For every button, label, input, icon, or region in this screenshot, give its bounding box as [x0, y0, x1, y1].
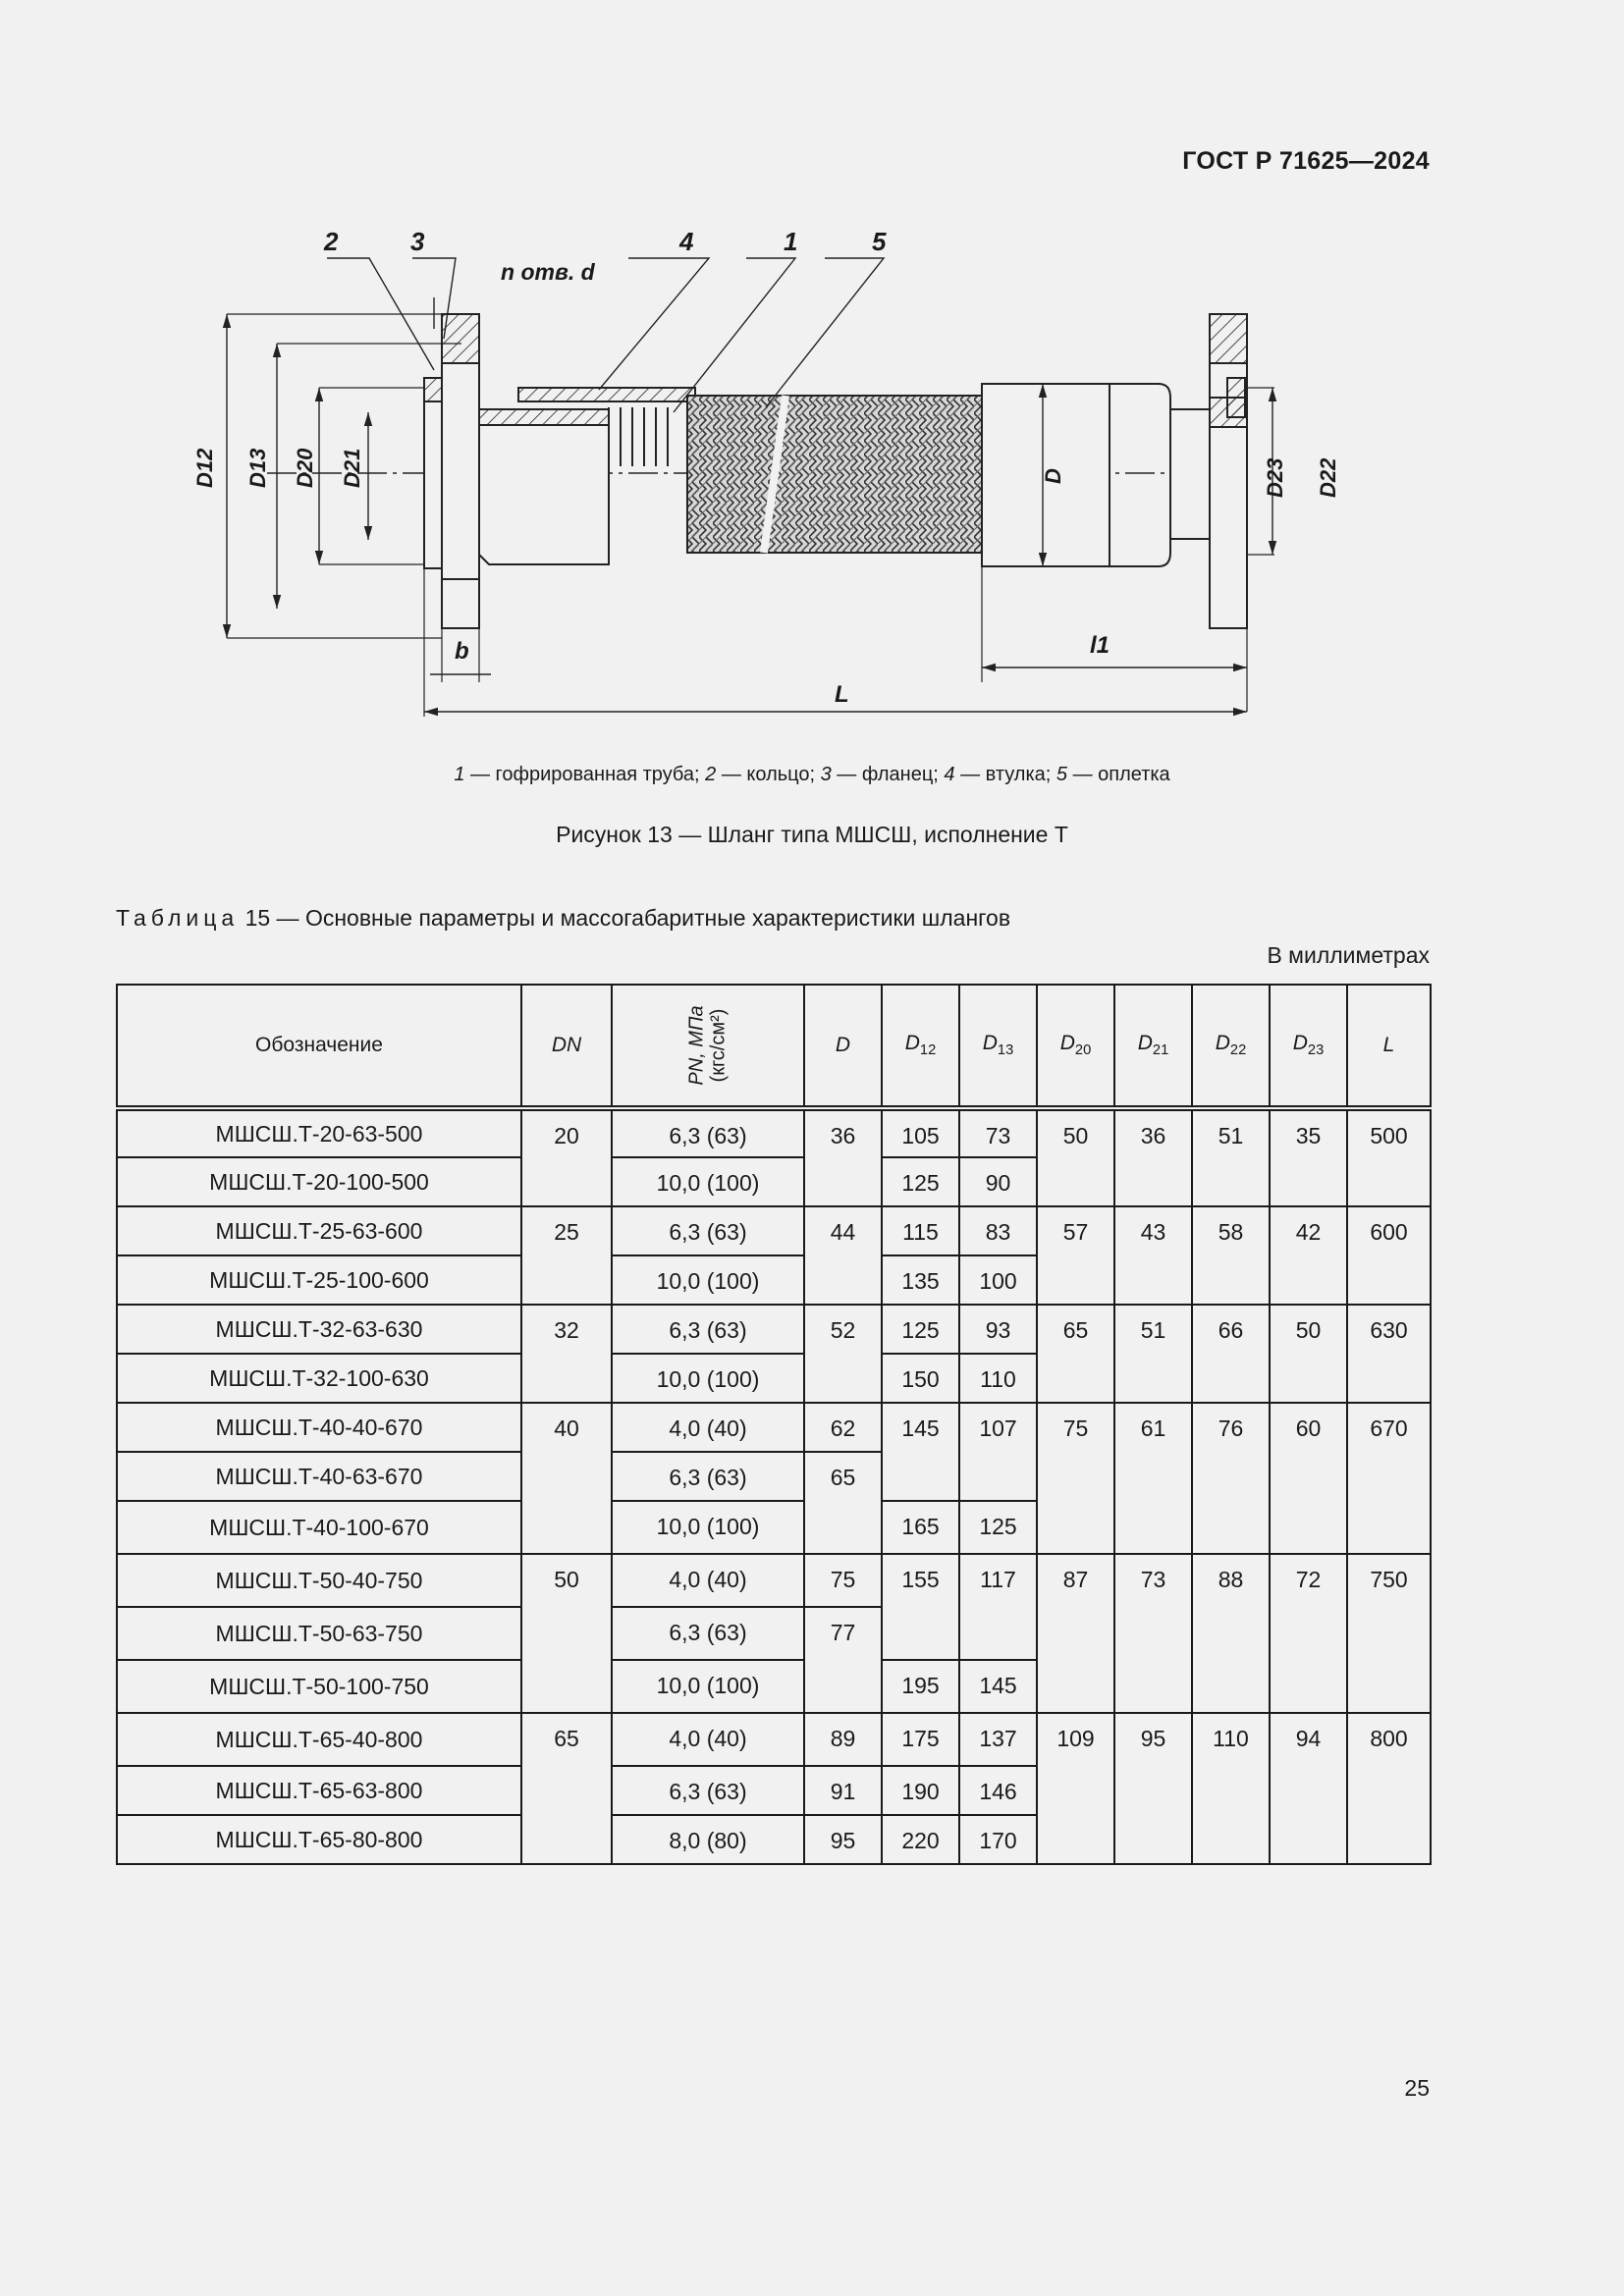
value-cell: 4,0 (40): [612, 1554, 804, 1607]
table-row: [117, 1108, 1431, 1157]
value-cell: 135: [882, 1255, 959, 1305]
value-cell: 90: [959, 1157, 1037, 1206]
designation-cell: МШСШ.Т-65-80-800: [117, 1815, 521, 1864]
value-cell: 72: [1270, 1554, 1347, 1713]
value-cell: 600: [1347, 1206, 1431, 1305]
value-cell: 44: [804, 1206, 882, 1305]
value-cell: 150: [882, 1354, 959, 1403]
value-cell: 125: [959, 1501, 1037, 1554]
value-cell: 137: [959, 1713, 1037, 1766]
value-cell: 20: [521, 1108, 612, 1206]
parameters-table: [116, 984, 1432, 1865]
value-cell: 57: [1037, 1206, 1114, 1305]
designation-cell: МШСШ.Т-65-40-800: [117, 1713, 521, 1766]
value-cell: 77: [804, 1607, 882, 1713]
sleeve: [518, 388, 695, 401]
designation-cell: МШСШ.Т-50-100-750: [117, 1660, 521, 1713]
table-row: [117, 1206, 1431, 1255]
hose-drawing: [177, 221, 1340, 741]
holes-label: n отв. d: [501, 259, 595, 285]
value-cell: 145: [959, 1660, 1037, 1713]
value-cell: 500: [1347, 1108, 1431, 1206]
value-cell: 43: [1114, 1206, 1192, 1305]
value-cell: 10,0 (100): [612, 1354, 804, 1403]
table-title: Таблица 15 — Основные параметры и массогабаритные характеристики шлангов: [116, 905, 1011, 931]
designation-cell: МШСШ.Т-40-100-670: [117, 1501, 521, 1554]
table-row: [117, 1554, 1431, 1607]
value-cell: 4,0 (40): [612, 1713, 804, 1766]
value-cell: 190: [882, 1766, 959, 1815]
header-d12: $D_{12}$: [882, 985, 959, 1108]
value-cell: 670: [1347, 1403, 1431, 1554]
dim-d13: D13: [245, 448, 270, 488]
braided-hose: [687, 396, 982, 553]
value-cell: 6,3 (63): [612, 1607, 804, 1660]
designation-cell: МШСШ.Т-32-63-630: [117, 1305, 521, 1354]
table-header-row: [117, 985, 1431, 1108]
header-d22: $D_{22}$: [1192, 985, 1270, 1108]
header-d13: $D_{13}$: [959, 985, 1037, 1108]
callout-5: 5: [872, 227, 887, 256]
value-cell: 91: [804, 1766, 882, 1815]
header-d: D: [804, 985, 882, 1108]
value-cell: 10,0 (100): [612, 1660, 804, 1713]
designation-cell: МШСШ.Т-65-63-800: [117, 1766, 521, 1815]
value-cell: 61: [1114, 1403, 1192, 1554]
value-cell: 107: [959, 1403, 1037, 1501]
designation-cell: МШСШ.Т-20-100-500: [117, 1157, 521, 1206]
value-cell: 6,3 (63): [612, 1108, 804, 1157]
value-cell: 800: [1347, 1713, 1431, 1864]
value-cell: 4,0 (40): [612, 1403, 804, 1452]
callout-1: 1: [784, 227, 798, 256]
value-cell: 58: [1192, 1206, 1270, 1305]
value-cell: 52: [804, 1305, 882, 1403]
value-cell: 65: [521, 1713, 612, 1864]
value-cell: 125: [882, 1305, 959, 1354]
callout-3: 3: [410, 227, 425, 256]
value-cell: 110: [959, 1354, 1037, 1403]
designation-cell: МШСШ.Т-50-40-750: [117, 1554, 521, 1607]
value-cell: 125: [882, 1157, 959, 1206]
value-cell: 75: [1037, 1403, 1114, 1554]
designation-cell: МШСШ.Т-20-63-500: [117, 1108, 521, 1157]
value-cell: 110: [1192, 1713, 1270, 1864]
value-cell: 60: [1270, 1403, 1347, 1554]
value-cell: 51: [1192, 1108, 1270, 1206]
dim-l1: l1: [1090, 632, 1110, 659]
dim-d23: D23: [1263, 457, 1287, 498]
value-cell: 155: [882, 1554, 959, 1660]
value-cell: 76: [1192, 1403, 1270, 1554]
value-cell: 83: [959, 1206, 1037, 1255]
header-pn: PN, МПа (кгс/см²): [612, 985, 804, 1108]
value-cell: 65: [804, 1452, 882, 1554]
header-d21: $D_{21}$: [1114, 985, 1192, 1108]
designation-cell: МШСШ.Т-50-63-750: [117, 1607, 521, 1660]
value-cell: 75: [804, 1554, 882, 1607]
value-cell: 10,0 (100): [612, 1501, 804, 1554]
value-cell: 10,0 (100): [612, 1157, 804, 1206]
dim-d12: D12: [192, 448, 217, 488]
value-cell: 51: [1114, 1305, 1192, 1403]
callout-4: 4: [679, 227, 694, 256]
value-cell: 117: [959, 1554, 1037, 1660]
table-units: В миллиметрах: [1267, 942, 1430, 968]
value-cell: 93: [959, 1305, 1037, 1354]
designation-cell: МШСШ.Т-40-40-670: [117, 1403, 521, 1452]
value-cell: 25: [521, 1206, 612, 1305]
value-cell: 220: [882, 1815, 959, 1864]
value-cell: 66: [1192, 1305, 1270, 1403]
value-cell: 630: [1347, 1305, 1431, 1403]
value-cell: 146: [959, 1766, 1037, 1815]
value-cell: 62: [804, 1403, 882, 1452]
header-d20: $D_{20}$: [1037, 985, 1114, 1108]
figure-caption: Рисунок 13 — Шланг типа МШСШ, исполнение Т: [556, 822, 1068, 847]
dim-d: D: [1041, 468, 1065, 484]
value-cell: 94: [1270, 1713, 1347, 1864]
value-cell: 73: [959, 1108, 1037, 1157]
value-cell: 40: [521, 1403, 612, 1554]
dim-d22: D22: [1316, 457, 1340, 498]
left-collar: [424, 378, 442, 568]
value-cell: 36: [1114, 1108, 1192, 1206]
dim-d21: D21: [340, 448, 364, 488]
value-cell: 50: [1037, 1108, 1114, 1206]
value-cell: 170: [959, 1815, 1037, 1864]
value-cell: 165: [882, 1501, 959, 1554]
table-row: [117, 1713, 1431, 1766]
header-designation: Обозначение: [117, 985, 521, 1108]
value-cell: 109: [1037, 1713, 1114, 1864]
value-cell: 6,3 (63): [612, 1766, 804, 1815]
table-row: [117, 1403, 1431, 1452]
value-cell: 145: [882, 1403, 959, 1501]
header-d23: $D_{23}$: [1270, 985, 1347, 1108]
value-cell: 6,3 (63): [612, 1305, 804, 1354]
designation-cell: МШСШ.Т-40-63-670: [117, 1452, 521, 1501]
header-dn: DN: [521, 985, 612, 1108]
value-cell: 175: [882, 1713, 959, 1766]
value-cell: 10,0 (100): [612, 1255, 804, 1305]
callout-2: 2: [324, 227, 339, 256]
value-cell: 6,3 (63): [612, 1206, 804, 1255]
document-standard-number: ГОСТ Р 71625—2024: [1182, 147, 1430, 175]
value-cell: 6,3 (63): [612, 1452, 804, 1501]
value-cell: 50: [521, 1554, 612, 1713]
value-cell: 42: [1270, 1206, 1347, 1305]
value-cell: 87: [1037, 1554, 1114, 1713]
value-cell: 195: [882, 1660, 959, 1713]
value-cell: 95: [804, 1815, 882, 1864]
table-row: [117, 1305, 1431, 1354]
value-cell: 115: [882, 1206, 959, 1255]
value-cell: 50: [1270, 1305, 1347, 1403]
value-cell: 100: [959, 1255, 1037, 1305]
figure-legend: 1 — гофрированная труба; 2 — кольцо; 3 — фланец; 4 — втулка; 5 — оплетка: [454, 764, 1170, 785]
page-number: 25: [1404, 2075, 1430, 2101]
value-cell: 65: [1037, 1305, 1114, 1403]
header-l: L: [1347, 985, 1431, 1108]
dim-d20: D20: [293, 448, 317, 488]
dim-b: b: [455, 638, 469, 665]
value-cell: 32: [521, 1305, 612, 1403]
value-cell: 73: [1114, 1554, 1192, 1713]
value-cell: 89: [804, 1713, 882, 1766]
dim-l: L: [835, 681, 849, 708]
designation-cell: МШСШ.Т-25-63-600: [117, 1206, 521, 1255]
value-cell: 8,0 (80): [612, 1815, 804, 1864]
value-cell: 36: [804, 1108, 882, 1206]
value-cell: 35: [1270, 1108, 1347, 1206]
value-cell: 105: [882, 1108, 959, 1157]
value-cell: 95: [1114, 1713, 1192, 1864]
value-cell: 750: [1347, 1554, 1431, 1713]
designation-cell: МШСШ.Т-32-100-630: [117, 1354, 521, 1403]
designation-cell: МШСШ.Т-25-100-600: [117, 1255, 521, 1305]
value-cell: 88: [1192, 1554, 1270, 1713]
